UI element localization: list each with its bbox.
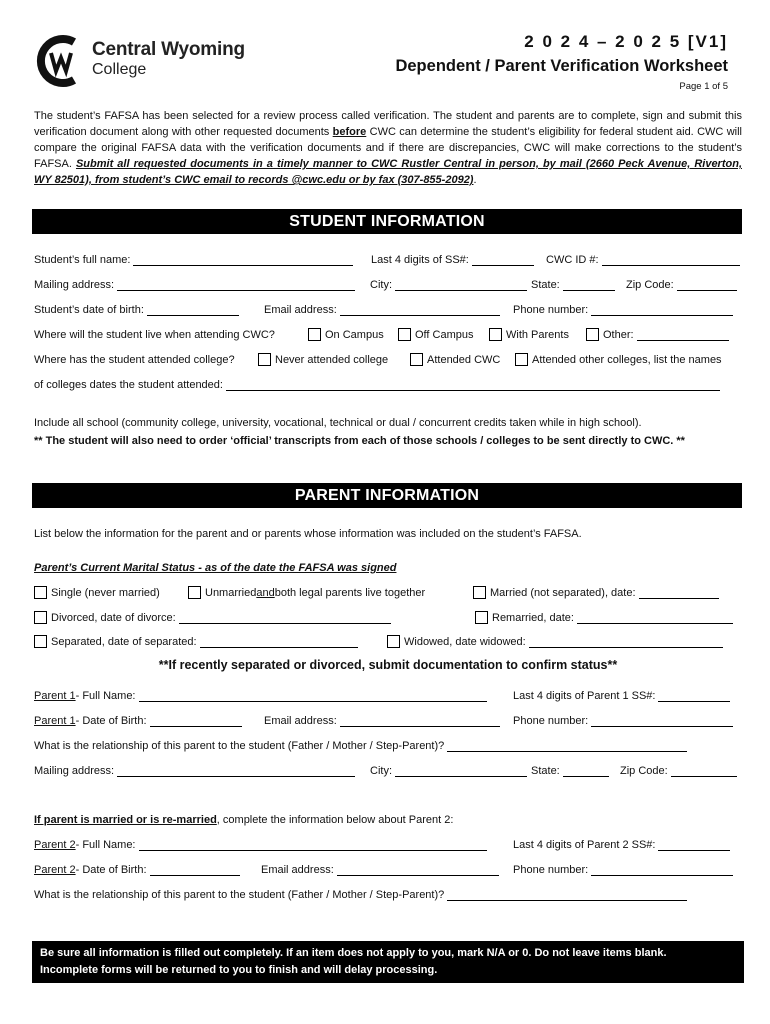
parent2-intro-condition: If parent is married or is re-married [34,814,217,826]
parent1-row-address [34,761,742,779]
attended-cwc-checkbox[interactable] [410,353,423,366]
parent-section-heading: PARENT INFORMATION [32,483,742,508]
parent1-label-2: Parent 1 [34,715,76,727]
parent1-dob-label: - Date of Birth: [75,715,147,727]
on-campus-label: On Campus [325,329,384,341]
unmarried-label-b: both legal parents live together [274,587,426,599]
widowed-checkbox[interactable] [387,635,400,648]
with-parents-label: With Parents [506,329,569,341]
parent1-zip-label: Zip Code: [620,765,668,777]
widowed-date-field[interactable] [529,635,723,648]
parent1-name-field[interactable] [139,689,487,702]
married-date-field[interactable] [639,586,719,599]
zip-label: Zip Code: [626,279,674,291]
single-label: Single (never married) [51,587,160,599]
parent1-ssn-label: Last 4 digits of Parent 1 SS#: [513,690,656,702]
parent1-dob-field[interactable] [150,714,242,727]
parent2-relationship-field[interactable] [447,888,687,901]
parent2-label-2: Parent 2 [34,864,76,876]
college-logo [34,34,274,90]
parent2-ssn-field[interactable] [658,838,730,851]
student-row-dob [34,300,742,318]
award-year: 2 0 2 4 – 2 0 2 5 [V1] [524,32,728,51]
parent2-row-dob [34,860,742,878]
never-attended-label: Never attended college [275,354,389,366]
other-checkbox[interactable] [586,328,599,341]
remarried-label: Remarried, date: [492,612,574,624]
parent1-name-label: - Full Name: [75,690,136,702]
include-schools-note [34,414,742,450]
student-row-address [34,275,742,293]
city-field[interactable] [395,278,527,291]
marital-row-3 [34,632,742,650]
student-row-name [34,250,742,268]
mailing-label: Mailing address: [34,279,115,291]
parent1-relationship-label: What is the relationship of this parent to the student (Father / Mother / Step-Parent)? [34,740,445,752]
attended-cwc-label: Attended CWC [427,354,501,366]
unmarried-checkbox[interactable] [188,586,201,599]
parent2-intro-row [34,810,742,828]
logo-line2: College [92,61,147,78]
document-title: Dependent / Parent Verification Worksheet [395,57,728,75]
parent2-email-label: Email address: [261,864,334,876]
remarried-date-field[interactable] [577,611,733,624]
intro-text-1: The student’s FAFSA has been selected for a review process called verification. The student and parents are to complete, sign and submit this verification document along with other requested documents [34,110,742,138]
colleges-dates-field[interactable] [226,378,720,391]
unmarried-label-and: and [256,587,275,599]
intro-text-2: CWC can determine the student’s eligibility for federal student aid. CWC will compare the original FAFSA data with the verification documents and if there are discrepancies, CWC will make corrections to the student’s FAFSA. [34,126,742,170]
parent2-phone-field[interactable] [591,863,733,876]
other-label: Other: [603,329,634,341]
cwc-id-field[interactable] [602,253,740,266]
include-note-text: Include all school (community college, university, vocational, technical or dual / concurrent credits taken while in high school). [34,417,642,429]
transcript-note-text: ** The student will also need to order ‘official’ transcripts from each of those schools / colleges to be sent directly to CWC. ** [34,435,685,447]
marital-row-1 [34,583,742,601]
parent1-row-dob [34,711,742,729]
attended-question: Where has the student attended college? [34,354,235,366]
divorced-label: Divorced, date of divorce: [51,612,176,624]
parent2-name-label: - Full Name: [75,839,136,851]
page-number: Page 1 of 5 [679,81,728,92]
separated-checkbox[interactable] [34,635,47,648]
student-row-attended [34,350,742,368]
parent1-relationship-field[interactable] [447,739,687,752]
separation-documentation-note: **If recently separated or divorced, submit documentation to confirm status** [158,658,618,672]
email-label: Email address: [264,304,337,316]
married-label: Married (not separated), date: [490,587,636,599]
cw-logo-icon [34,34,88,88]
off-campus-checkbox[interactable] [398,328,411,341]
cwc-id-label: CWC ID #: [546,254,599,266]
attended-other-checkbox[interactable] [515,353,528,366]
never-attended-checkbox[interactable] [258,353,271,366]
with-parents-checkbox[interactable] [489,328,502,341]
full-name-field[interactable] [133,253,353,266]
divorced-date-field[interactable] [179,611,391,624]
parent2-email-field[interactable] [337,863,499,876]
full-name-label: Student’s full name: [34,254,131,266]
parent1-phone-label: Phone number: [513,715,589,727]
parent1-email-field[interactable] [340,714,500,727]
colleges-dates-label: of colleges dates the student attended: [34,379,223,391]
phone-label: Phone number: [513,304,589,316]
live-question: Where will the student live when attending CWC? [34,329,275,341]
on-campus-checkbox[interactable] [308,328,321,341]
intro-end: . [473,174,477,186]
student-row-colleges [34,375,742,393]
header [0,0,770,100]
parent2-row-name [34,835,742,853]
parent2-label: Parent 2 [34,839,76,851]
parent1-zip-field[interactable] [671,764,737,777]
parent1-mailing-label: Mailing address: [34,765,115,777]
parent-list-below [34,524,742,542]
parent1-city-field[interactable] [395,764,527,777]
attended-other-label: Attended other colleges, list the names [532,354,722,366]
student-section-heading: STUDENT INFORMATION [32,209,742,234]
intro-submit-instructions: Submit all requested documents in a timely manner to CWC Rustler Central in person, by mail (2660 Peck Avenue, Riverton, WY 82501), from student’s CWC email to records @cwc.edu or by fax (307-855-2092) [34,158,742,186]
intro-paragraph [34,108,742,188]
mailing-field[interactable] [117,278,355,291]
parent1-ssn-field[interactable] [658,689,730,702]
parent1-label: Parent 1 [34,690,76,702]
divorced-checkbox[interactable] [34,611,47,624]
email-field[interactable] [340,303,500,316]
married-checkbox[interactable] [473,586,486,599]
parent2-row-relationship [34,885,742,903]
parent2-dob-label: - Date of Birth: [75,864,147,876]
parent2-phone-label: Phone number: [513,864,589,876]
ssn-label: Last 4 digits of SS#: [371,254,469,266]
footer-line2: Incomplete forms will be returned to you to finish and will delay processing. [40,964,438,976]
parent1-email-label: Email address: [264,715,337,727]
city-label: City: [370,279,392,291]
other-field[interactable] [637,328,729,341]
logo-line1: Central Wyoming [92,39,245,60]
separated-date-field[interactable] [200,635,358,648]
zip-field[interactable] [677,278,737,291]
unmarried-label-a: Unmarried [205,587,257,599]
ssn-field[interactable] [472,253,534,266]
parent1-state-field[interactable] [563,764,609,777]
separated-label: Separated, date of separated: [51,636,197,648]
state-field[interactable] [563,278,615,291]
parent1-state-label: State: [531,765,560,777]
parent1-row-relationship [34,736,742,754]
parent1-mailing-field[interactable] [117,764,355,777]
marital-row-2 [34,608,742,626]
intro-before: before [332,126,367,138]
parent1-phone-field[interactable] [591,714,733,727]
marital-status-heading-row [34,558,742,576]
parent2-intro-text: , complete the information below about Parent 2: [216,814,454,826]
marital-status-heading: Parent’s Current Marital Status - as of the date the FAFSA was signed [34,562,397,574]
widowed-label: Widowed, date widowed: [404,636,526,648]
parent1-row-name [34,686,742,704]
dob-field[interactable] [147,303,239,316]
dob-label: Student’s date of birth: [34,304,144,316]
phone-field[interactable] [591,303,733,316]
parent2-name-field[interactable] [139,838,487,851]
parent2-ssn-label: Last 4 digits of Parent 2 SS#: [513,839,656,851]
single-checkbox[interactable] [34,586,47,599]
remarried-checkbox[interactable] [475,611,488,624]
completion-warning-box [32,941,744,983]
list-below-text: List below the information for the parent and or parents whose information was included on the student’s FAFSA. [34,528,582,540]
footer-line1: Be sure all information is filled out completely. If an item does not apply to you, mark N/A or 0. Do not leave items blank. [40,947,667,959]
off-campus-label: Off Campus [415,329,474,341]
student-row-live [34,325,742,343]
parent2-relationship-label: What is the relationship of this parent to the student (Father / Mother / Step-Parent)? [34,889,445,901]
state-label: State: [531,279,560,291]
parent2-dob-field[interactable] [150,863,240,876]
parent1-city-label: City: [370,765,392,777]
